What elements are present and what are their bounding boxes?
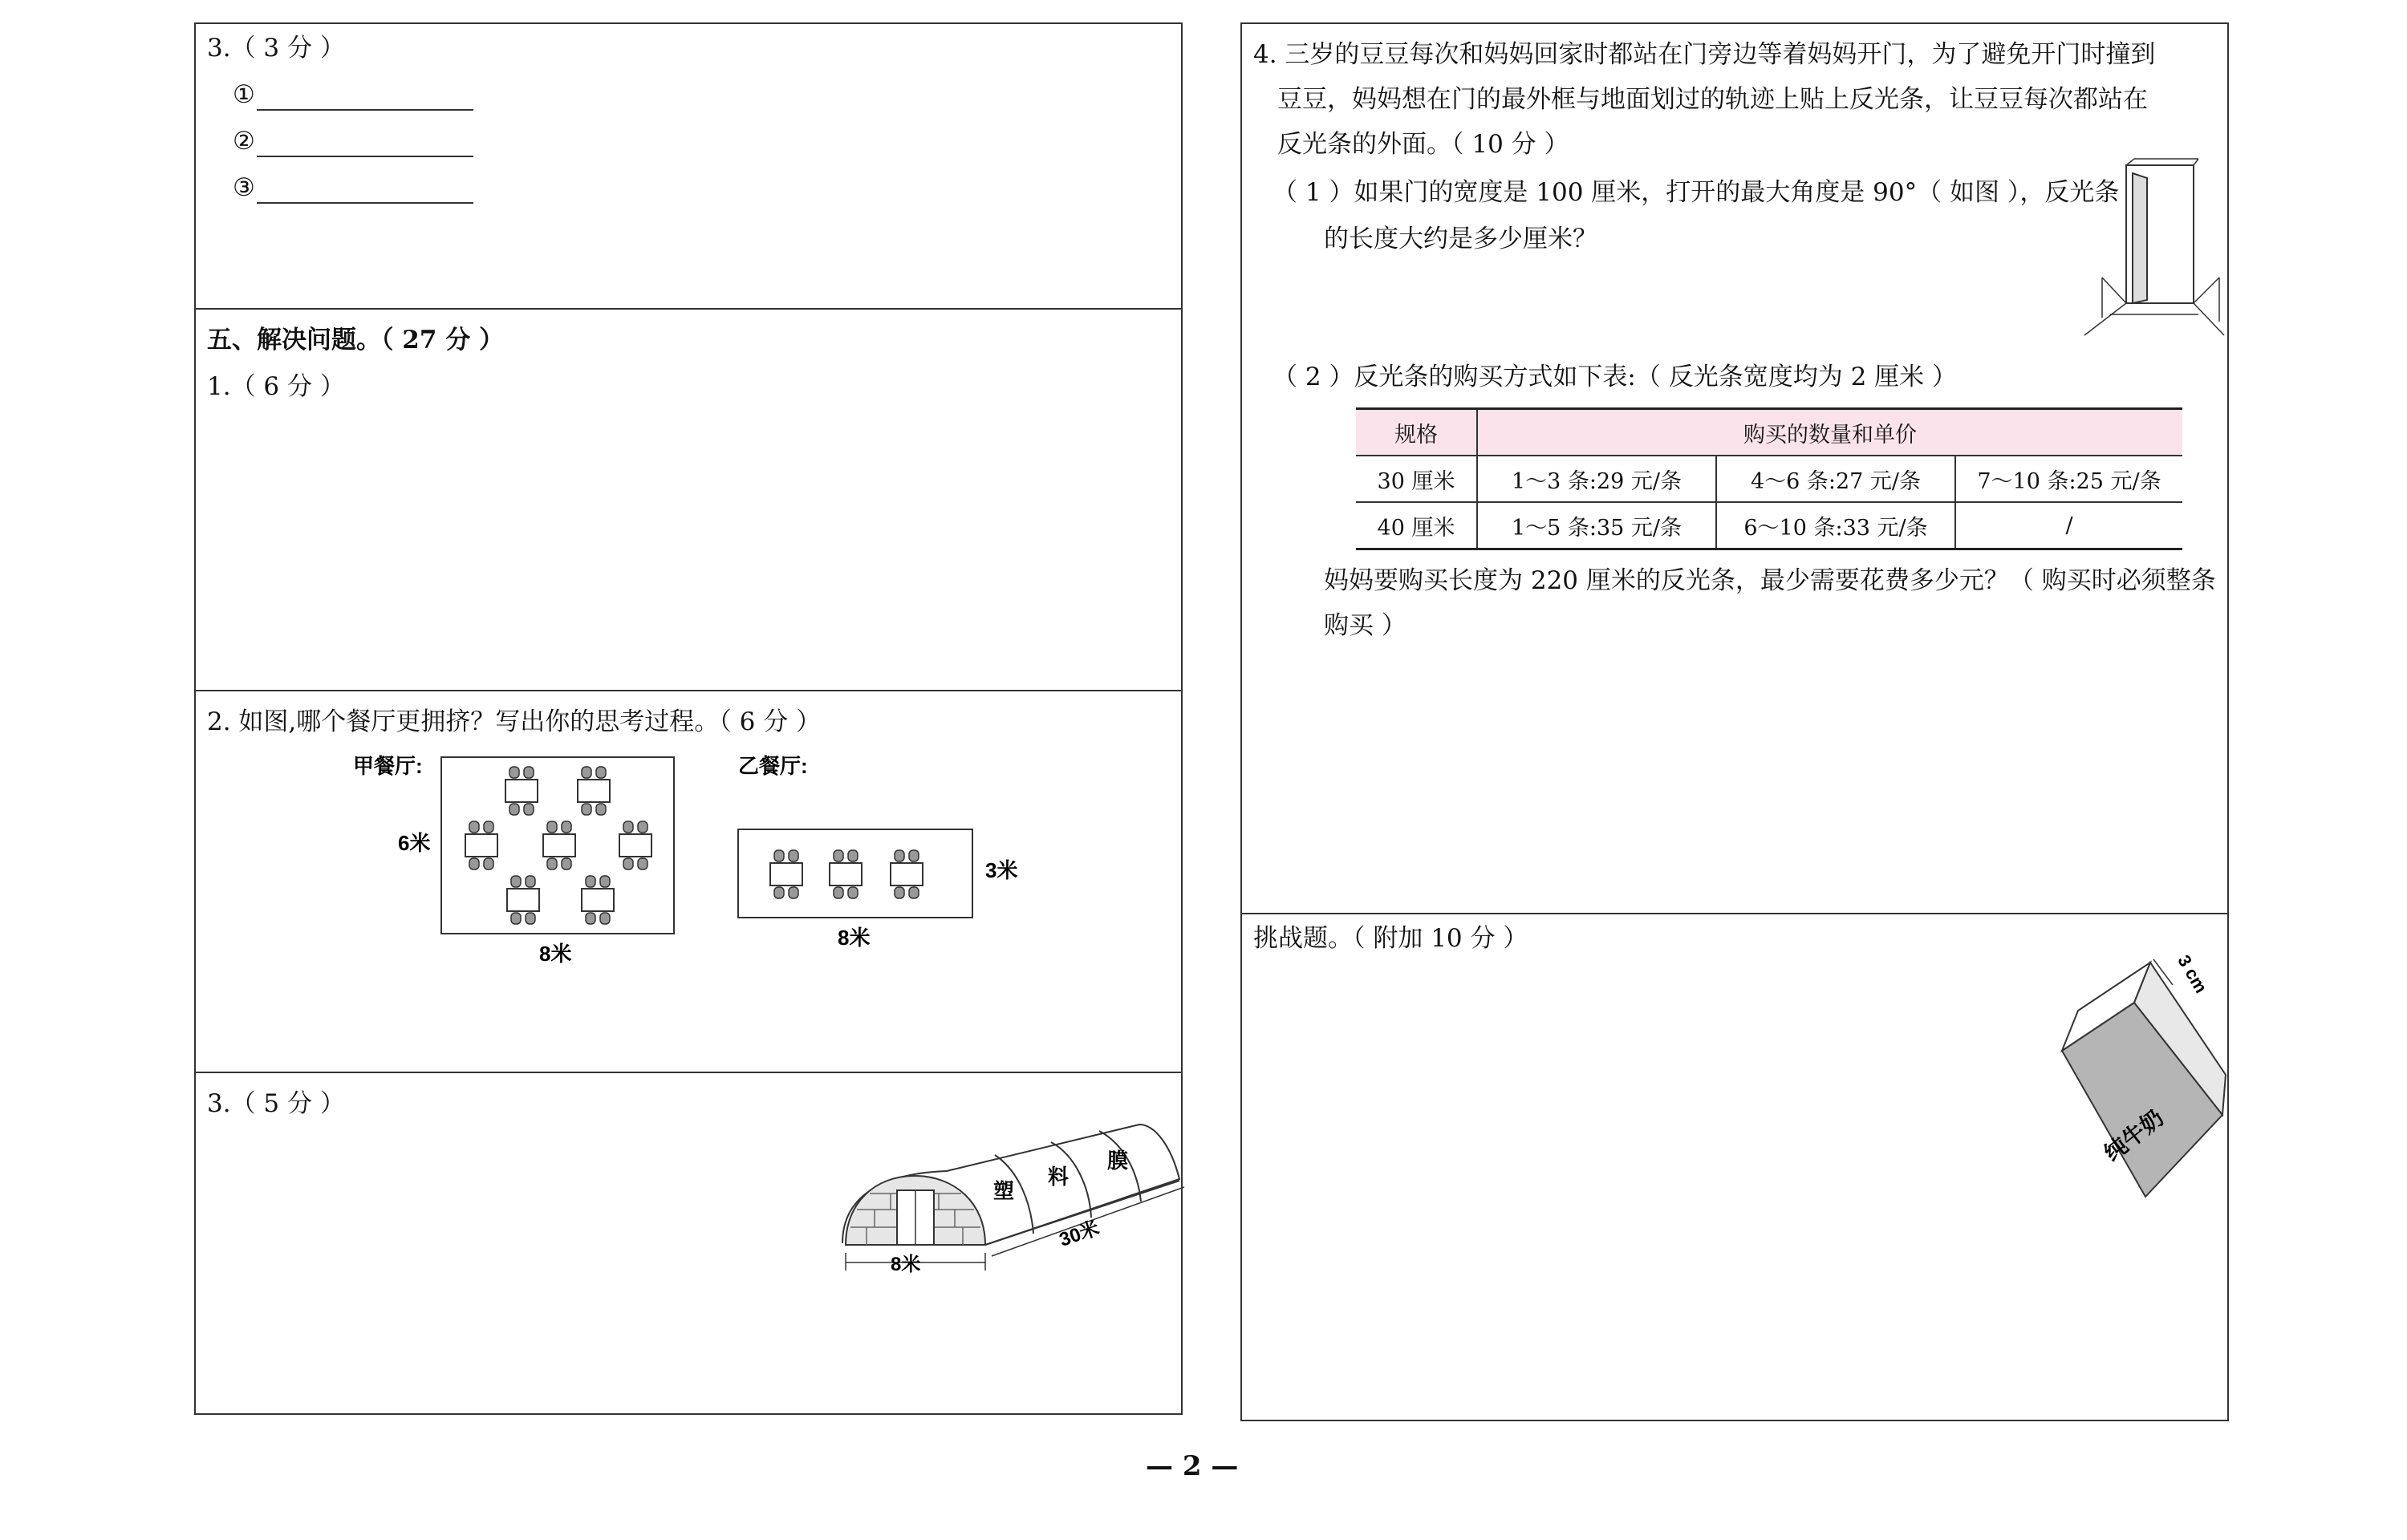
q4-part1-line-1: （ 1 ）如果门的宽度是 100 厘米，打开的最大角度是 90°（ 如图 ），反光条 [1273,178,2120,207]
q4-intro-line-3: 反光条的外面。（ 10 分 ） [1277,130,1569,159]
blank-marker: ③ [233,173,255,202]
table-header-row [1356,409,2182,456]
divider-line [194,308,1183,310]
restaurant-b-width: 8米 [838,926,871,950]
restaurant-diagram [337,746,1059,979]
restaurant-a-width: 8米 [539,942,572,966]
greenhouse-label-2: 料 [1048,1165,1070,1189]
section-5-title: 五、解决问题。（ 27 分 ） [207,326,505,355]
milk-box-dimension: 3 cm [2174,954,2212,997]
restaurant-a-height: 6米 [398,831,431,855]
table-icon [770,850,802,898]
table-icon [505,767,538,815]
table-icon [578,767,610,815]
table-icon [543,821,575,869]
table-icon [582,876,614,924]
question-1-label: 1.（ 6 分 ） [207,372,345,401]
table-icon [465,821,497,869]
question-3-label: 3.（ 5 分 ） [207,1089,345,1118]
restaurant-b-height: 3米 [985,858,1018,882]
q4-part2-text: （ 2 ）反光条的购买方式如下表:（ 反光条宽度均为 2 厘米 ） [1273,363,1958,391]
blank-line[interactable] [257,85,473,111]
greenhouse-diagram [834,1107,1187,1283]
page-number: — 2 — [1146,1450,1239,1482]
price-table [1356,407,2182,550]
table-cell: 40 厘米 [1356,502,1477,549]
challenge-title: 挑战题。（ 附加 10 分 ） [1253,924,1528,953]
table-cell: 30 厘米 [1356,456,1477,502]
milk-box-label: 纯牛奶 [2099,1104,2169,1166]
q4-part1-line-2: 的长度大约是多少厘米？ [1324,225,1597,253]
blank-line[interactable] [257,178,473,204]
answer-blank-3[interactable] [233,172,473,204]
answer-blank-1[interactable] [233,79,473,111]
question-3-label: 3.（ 3 分 ） [207,34,345,63]
table-icon [619,821,651,869]
q4-question-line-2: 购买 ） [1324,611,1406,640]
restaurant-b-name: 乙餐厅: [738,754,808,778]
greenhouse-label-1: 塑 [993,1179,1015,1203]
door-diagram [2078,157,2227,340]
table-icon [891,850,923,898]
table-header-price: 购买的数量和单价 [1477,409,2182,456]
table-row [1356,502,2182,549]
table-cell: 4～6 条:27 元/条 [1716,456,1955,502]
table-cell: / [1955,502,2182,549]
divider-line [1240,913,2229,914]
blank-line[interactable] [257,132,473,157]
table-icon [507,876,539,924]
divider-line [194,690,1183,691]
milk-box-diagram [2046,954,2229,1211]
blank-marker: ② [233,127,255,156]
restaurant-a-name: 甲餐厅: [353,754,423,778]
q4-intro-line-1: 4. 三岁的豆豆每次和妈妈回家时都站在门旁边等着妈妈开门，为了避免开门时撞到 [1253,40,2156,69]
table-cell: 7～10 条:25 元/条 [1955,456,2182,502]
table-cell: 6～10 条:33 元/条 [1716,502,1955,549]
greenhouse-length: 30米 [1056,1217,1102,1251]
greenhouse-label-3: 膜 [1107,1149,1129,1173]
question-2-text: 2. 如图,哪个餐厅更拥挤？写出你的思考过程。（ 6 分 ） [207,707,822,736]
q4-intro-line-2: 豆豆，妈妈想在门的最外框与地面划过的轨迹上贴上反光条，让豆豆每次都站在 [1277,85,2148,114]
table-cell: 1～3 条:29 元/条 [1477,456,1716,502]
table-cell: 1～5 条:35 元/条 [1477,502,1716,549]
table-header-spec: 规格 [1356,409,1477,456]
q4-question-line-1: 妈妈要购买长度为 220 厘米的反光条，最少需要花费多少元？（ 购买时必须整条 [1324,566,2216,595]
table-row [1356,456,2182,502]
divider-line [194,1072,1183,1073]
blank-marker: ① [233,80,255,109]
answer-blank-2[interactable] [233,125,473,157]
greenhouse-width: 8米 [891,1254,921,1275]
table-icon [830,850,862,898]
